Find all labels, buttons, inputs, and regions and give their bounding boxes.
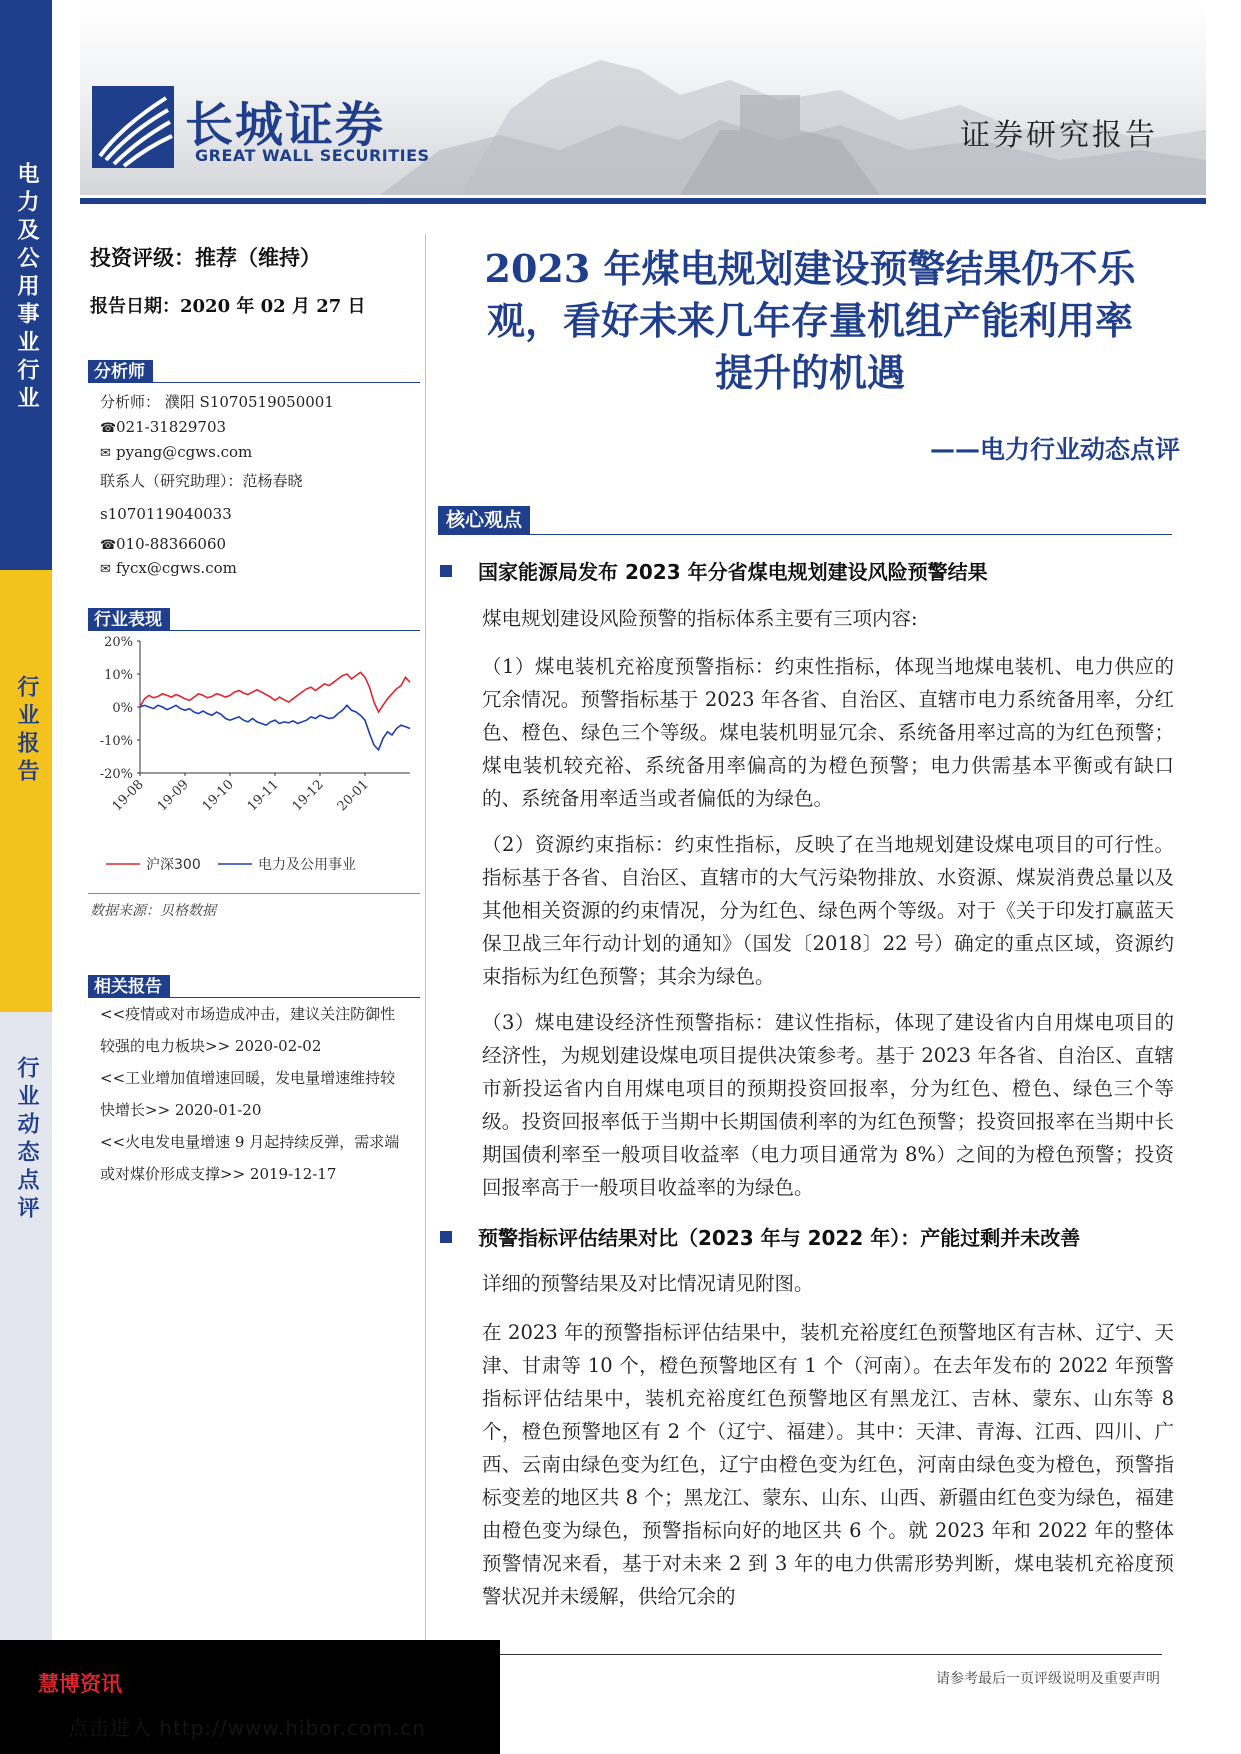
phone-icon: ☎: [100, 421, 117, 436]
legend-label: 电力及公用事业: [258, 857, 356, 873]
date-label: 报告日期：: [90, 296, 180, 317]
sidebar-industry-label: 电力及公用事业行业: [14, 162, 39, 414]
company-name-en: GREAT WALL SECURITIES: [195, 146, 430, 165]
y-tick-label: -20%: [99, 767, 133, 782]
legend-label: 沪深300: [146, 857, 201, 873]
sidebar-report-category-label: 行业报告: [14, 675, 39, 787]
rating-label: 投资评级：: [90, 246, 195, 270]
paragraph-5: 详细的预警结果及对比情况请见附图。: [482, 1272, 814, 1295]
contact-phone-row: [100, 535, 226, 553]
watermark-link[interactable]: 点击进入 http://www.hibor.com.cn: [68, 1716, 426, 1740]
core-section-rule: [438, 534, 1172, 535]
header-divider: [80, 198, 1206, 204]
contact-phone: 010-88366060: [116, 535, 227, 553]
bullet-heading-2-text: 预警指标评估结果对比（2023 年与 2022 年）：产能过剩并未改善: [478, 1226, 1081, 1250]
x-tick-label: 19-11: [244, 777, 282, 815]
phone-icon: ☎: [100, 538, 117, 553]
y-tick-label: 20%: [104, 635, 133, 650]
y-tick-label: -10%: [99, 734, 133, 749]
contact-line: 联系人（研究助理）：范杨春晓: [100, 472, 303, 490]
x-tick-label: 19-09: [154, 777, 192, 815]
footer-disclaimer-note: 请参考最后一页评级说明及重要声明: [936, 1671, 1160, 1687]
date-value: 2020 年 02 月 27 日: [180, 296, 366, 317]
related-report-link[interactable]: <<火电发电量增速 9 月起持续反弹，需求端或对煤价形成支撑>> 2019-12-17: [100, 1133, 400, 1183]
report-title-line: 观，看好未来几年存量机组产能利用率: [486, 298, 1133, 343]
sidebar-report-category: [0, 570, 52, 1012]
x-tick-label: 20-01: [334, 777, 372, 815]
x-tick-label: 19-10: [199, 777, 237, 815]
x-tick-label: 19-08: [109, 777, 147, 815]
report-title-line: 2023 年煤电规划建设预警结果仍不乐: [484, 246, 1136, 291]
column-divider: [425, 234, 426, 1644]
company-logo-icon: [92, 86, 174, 168]
bullet-heading-1: [440, 556, 1180, 585]
square-bullet-icon: [440, 1231, 452, 1243]
paragraph-1: 煤电规划建设风险预警的指标体系主要有三项内容:: [482, 607, 918, 630]
analyst-email-row: [100, 443, 252, 461]
chart-section-rule: [88, 630, 420, 631]
report-title: [430, 243, 1190, 399]
watermark-name: 慧博资讯: [38, 1672, 122, 1696]
paragraph-6: 在 2023 年的预警指标评估结果中，装机充裕度红色预警地区有吉林、辽宁、天津、甘肃等 10 个，橙色预警地区有 1 个（河南）。在去年发布的 2022 年预警指标评估结果中，装机充裕度红色预警地区有黑龙江、吉林、蒙东、山东等 8 个，橙色预警地区有 2 个（辽宁、福建）。其中：天津、青海、江西、四川、广西、云南由绿色变为红色，辽宁由橙色变为红色，河南由绿色变为橙色，预警指标变差的地区共 8 个；黑龙江、蒙东、山东、山西、新疆由红色变为绿色，福建由橙色变为绿色，预警指标向好的地区共 6 个。就 2023 年和 2022 年的整体预警情况来看，基于对未来 2 到 3 年的电力供需形势判断，煤电装机充裕度预警状况并未缓解，供给冗余的: [482, 1321, 1174, 1608]
date-row: [90, 292, 366, 318]
contact-email-row: [100, 559, 237, 577]
analyst-section-rule: [88, 382, 420, 383]
bullet-heading-1-text: 国家能源局发布 2023 年分省煤电规划建设风险预警结果: [478, 560, 988, 584]
sidebar-industry: [0, 0, 52, 570]
rating-value: 推荐（维持）: [195, 246, 321, 270]
analyst-phone: 021-31829703: [116, 418, 227, 436]
related-report-link[interactable]: <<工业增加值增速回暖，发电量增速维持较快增长>> 2020-01-20: [100, 1069, 396, 1119]
chart-bottom-rule: [88, 893, 420, 894]
analyst-email[interactable]: pyang@cgws.com: [116, 443, 253, 461]
analyst-section-heading: 分析师: [88, 360, 153, 383]
contact-email[interactable]: fycx@cgws.com: [116, 559, 237, 577]
contact-id: s1070119040033: [100, 505, 232, 523]
y-tick-label: 0%: [112, 701, 133, 716]
y-tick-label: 10%: [104, 668, 133, 683]
core-section-heading: 核心观点: [438, 506, 530, 534]
email-icon: ✉: [100, 446, 111, 461]
related-section-heading: 相关报告: [88, 975, 170, 998]
report-subtitle: ——电力行业动态点评: [929, 435, 1180, 464]
paragraph-4: （3）煤电建设经济性预警指标：建议性指标，体现了建设省内自用煤电项目的经济性，为规划建设煤电项目提供决策参考。基于 2023 年各省、自治区、直辖市新投运省内自用煤电项目的预期投资回报率，分为红色、橙色、绿色三个等级。投资回报率低于当期中长期国债利率的为红色预警；投资回报率在当期中长期国债利率至一般项目收益率（电力项目通常为 8%）之间的为橙色预警；投资回报率高于一般项目收益率的为绿色。: [482, 1011, 1174, 1199]
report-type: 证券研究报告: [960, 118, 1158, 153]
paragraph-2: （1）煤电装机充裕度预警指标：约束性指标，体现当地煤电装机、电力供应的冗余情况。预警指标基于 2023 年各省、自治区、直辖市电力系统备用率，分红色、橙色、绿色三个等级。煤电装机明显冗余、系统备用率过高的为红色预警；煤电装机较充裕、系统备用率偏高的为橙色预警；电力供需基本平衡或有缺口的、系统备用率适当或者偏低的为绿色。: [482, 655, 1174, 810]
related-report-link[interactable]: <<疫情或对市场造成冲击，建议关注防御性较强的电力板块>> 2020-02-02: [100, 1005, 396, 1055]
rating-row: [90, 242, 321, 272]
x-tick-label: 19-12: [289, 777, 327, 815]
paragraph-3: （2）资源约束指标：约束性指标，反映了在当地规划建设煤电项目的可行性。指标基于各省、自治区、直辖市的大气污染物排放、水资源、煤炭消费总量以及其他相关资源的约束情况，分为红色、绿色两个等级。对于《关于印发打赢蓝天保卫战三年行动计划的通知》（国发〔2018〕22 号）确定的重点区域，资源约束指标为红色预警；其余为绿色。: [482, 833, 1174, 988]
series-line: [140, 672, 410, 712]
analyst-phone-row: [100, 418, 226, 436]
source-note: 数据来源：贝格数据: [90, 903, 216, 919]
series-line: [140, 705, 410, 750]
footer-rule: [500, 1654, 1162, 1655]
company-name-cn: 长城证券: [185, 97, 386, 153]
chart-section-heading: 行业表现: [88, 608, 170, 631]
email-icon: ✉: [100, 562, 111, 577]
square-bullet-icon: [440, 565, 452, 577]
industry-performance-chart: [88, 632, 420, 887]
analyst-line: 分析师： 濮阳 S1070519050001: [100, 393, 334, 411]
bullet-heading-2: [440, 1222, 1180, 1251]
sidebar-report-subtype-label: 行业动态点评: [14, 1056, 39, 1224]
report-title-line: 提升的机遇: [714, 350, 905, 395]
